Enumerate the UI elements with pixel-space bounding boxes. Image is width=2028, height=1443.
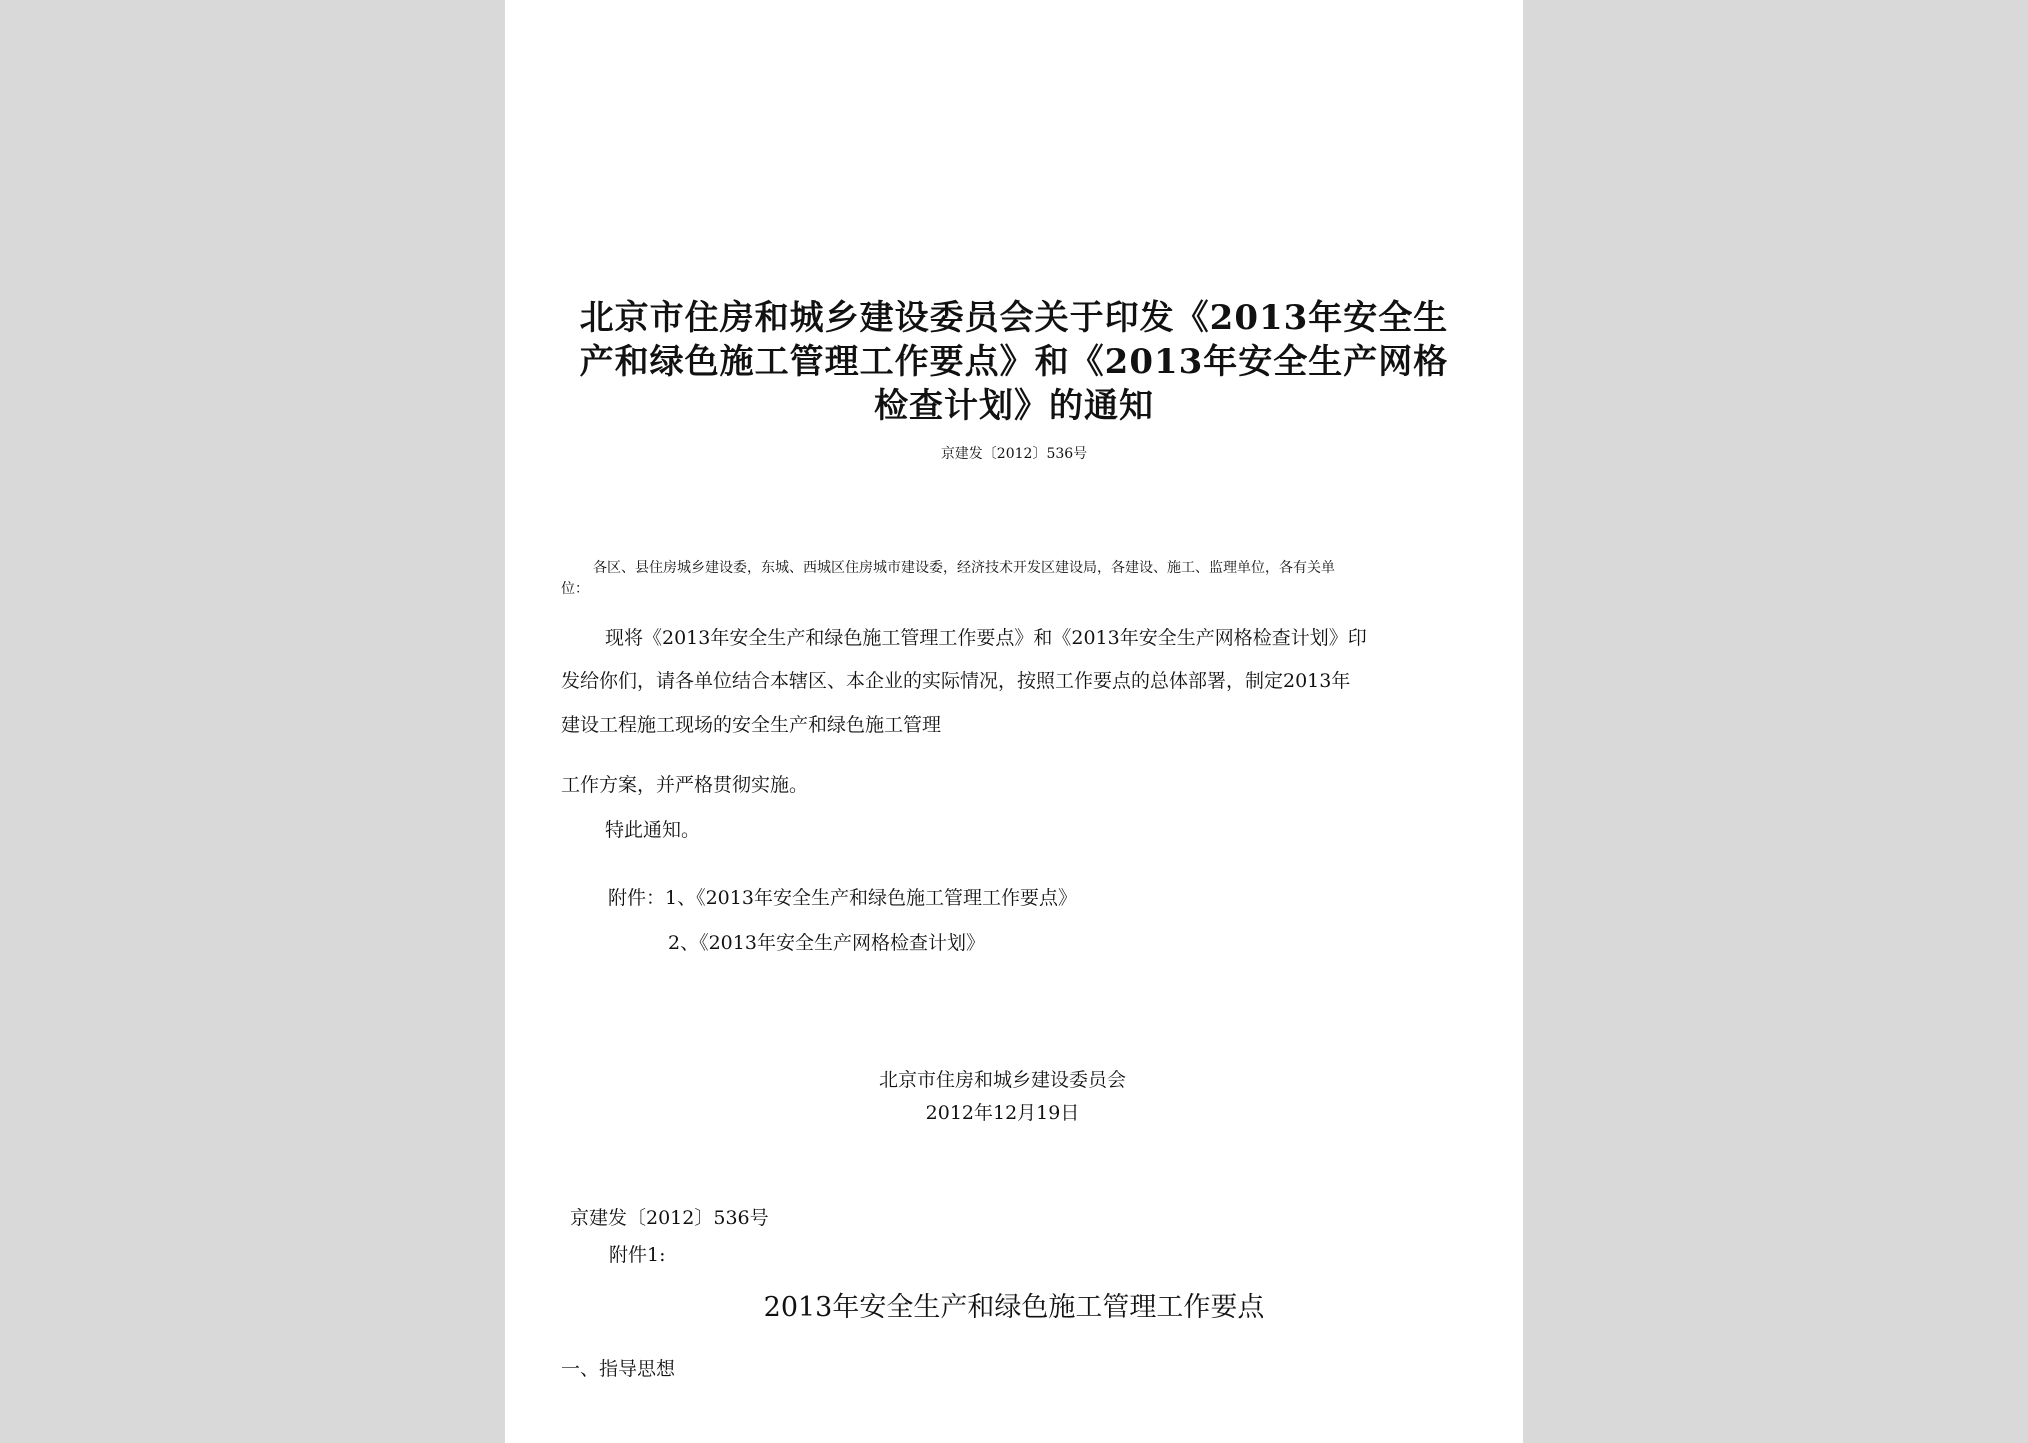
signature-date: 2012年12月19日 bbox=[925, 1102, 1080, 1124]
section-heading: 一、指导思想 bbox=[561, 1358, 676, 1380]
attachment-item-1: 附件：1、《2013年安全生产和绿色施工管理工作要点》 bbox=[608, 887, 1077, 909]
signature-org: 北京市住房和城乡建设委员会 bbox=[878, 1069, 1126, 1091]
title-line-3: 检查计划》的通知 bbox=[874, 386, 1154, 426]
document-page bbox=[505, 0, 1523, 1443]
recipients-line-1: 各区、县住房城乡建设委，东城、西城区住房城市建设委，经济技术开发区建设局，各建设、施工、监理单位，各有关单 bbox=[593, 560, 1335, 576]
document-number-repeat: 京建发〔2012〕536号 bbox=[570, 1207, 769, 1229]
attachment-title: 2013年安全生产和绿色施工管理工作要点 bbox=[763, 1292, 1265, 1323]
body-line-3: 建设工程施工现场的安全生产和绿色施工管理 bbox=[561, 714, 942, 736]
document-number: 京建发〔2012〕536号 bbox=[940, 446, 1088, 462]
body-line-2: 发给你们，请各单位结合本辖区、本企业的实际情况，按照工作要点的总体部署，制定2013年 bbox=[561, 670, 1351, 692]
attachment-label: 附件1: bbox=[609, 1244, 666, 1266]
body-line-1: 现将《2013年安全生产和绿色施工管理工作要点》和《2013年安全生产网格检查计划》印 bbox=[605, 627, 1367, 649]
title-line-1: 北京市住房和城乡建设委员会关于印发《2013年安全生 bbox=[579, 298, 1449, 338]
body-continued: 工作方案，并严格贯彻实施。 bbox=[561, 774, 809, 796]
recipients-line-2: 位： bbox=[561, 581, 589, 597]
attachment-item-2: 2、《2013年安全生产网格检查计划》 bbox=[668, 932, 985, 954]
title-line-2: 产和绿色施工管理工作要点》和《2013年安全生产网格 bbox=[579, 342, 1449, 382]
closing-text: 特此通知。 bbox=[605, 819, 701, 841]
